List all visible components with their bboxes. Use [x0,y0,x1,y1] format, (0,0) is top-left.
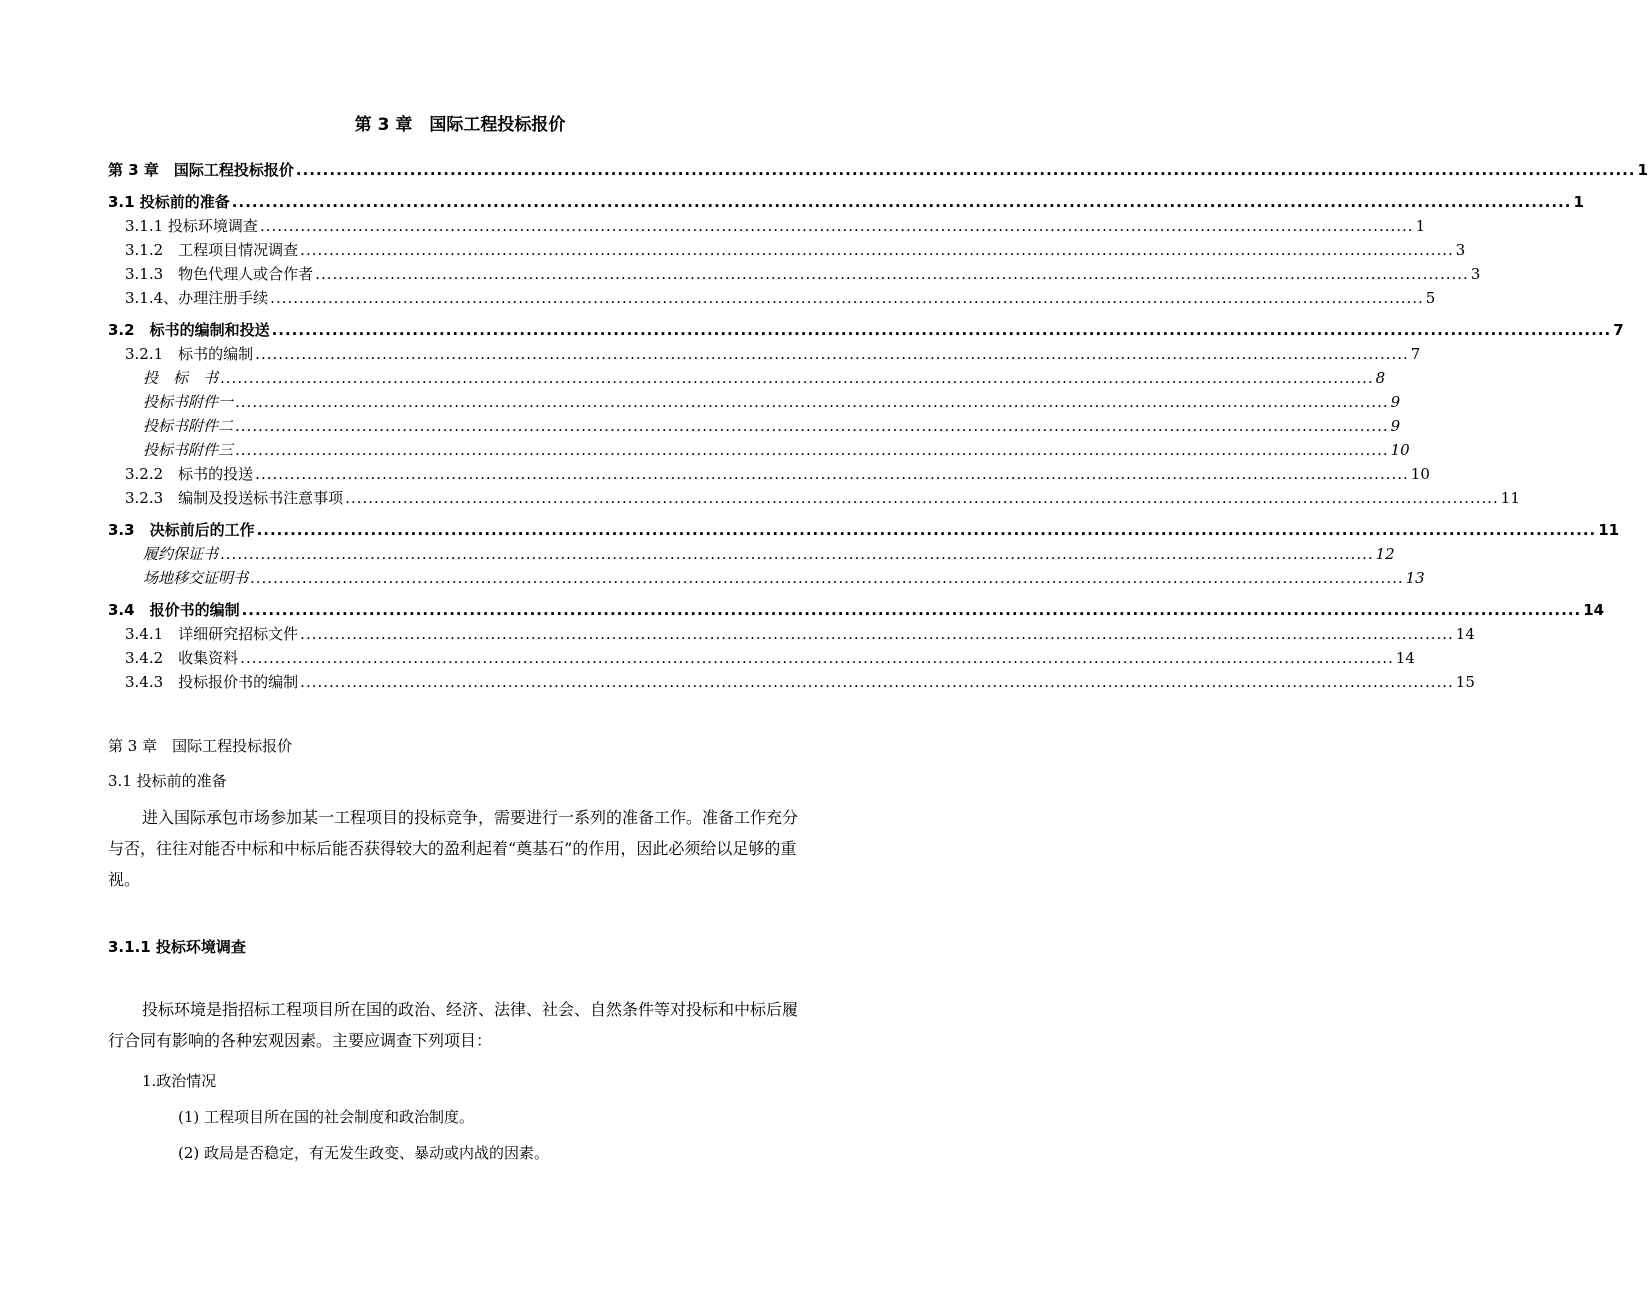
toc-entry-label: 3.4.1 详细研究招标文件 [125,625,299,643]
toc-entry-page: 8 [1375,369,1386,387]
toc-entry-label: 3.2 标书的编制和投送 [108,321,270,339]
toc-entry-page: 15 [1455,673,1475,691]
toc-entry-label: 3.3 决标前后的工作 [108,521,255,539]
toc-entry[interactable] [108,596,1605,620]
toc-leader-dots: ........................................................................................................................................................................................................ [259,217,1414,235]
toc-leader-dots: ........................................................................................................................................................................................................ [220,545,1374,563]
toc-entry[interactable] [108,316,1624,340]
toc-entry[interactable] [108,340,1421,364]
toc-leader-dots: ........................................................................................................................................................................................................ [255,345,1409,363]
toc-leader-dots: ........................................................................................................................................................................................................ [295,161,1636,179]
toc-entry-page: 11 [1598,521,1620,539]
toc-leader-dots: ........................................................................................................................................................................................................ [235,417,1389,435]
page-title: 第 3 章 国际工程投标报价 [354,115,566,135]
toc-leader-dots: ........................................................................................................................................................................................................ [231,193,1572,211]
toc-entry-page: 1 [1637,161,1648,179]
toc-entry-label: 3.1.1 投标环境调查 [125,217,258,235]
toc-entry-page: 13 [1405,569,1425,587]
toc-entry-page: 14 [1455,625,1475,643]
toc-entry-page: 14 [1583,601,1605,619]
toc-entry-page: 12 [1375,545,1395,563]
toc-entry-page: 9 [1390,393,1401,411]
toc-entry-label: 投标书附件二 [143,417,234,435]
toc-entry-label: 投标书附件三 [143,441,234,459]
toc-entry[interactable] [108,260,1481,284]
toc-entry[interactable] [108,564,1425,588]
toc-entry-page: 7 [1613,321,1624,339]
toc-entry-page: 5 [1425,289,1436,307]
toc-leader-dots: ........................................................................................................................................................................................................ [300,241,1454,259]
toc-entry[interactable] [108,516,1620,540]
toc-entry-label: 第 3 章 国际工程投标报价 [108,161,294,179]
toc-entry[interactable] [108,620,1475,644]
toc-entry-page: 10 [1390,441,1410,459]
toc-entry-label: 3.1 投标前的准备 [108,193,230,211]
toc-entry[interactable] [108,412,1401,436]
toc-entry[interactable] [108,188,1584,212]
toc-entry-label: 3.2.3 编制及投送标书注意事项 [125,489,344,507]
item-heading: 1.政治情况 [142,1072,217,1090]
table-of-contents [108,156,1648,692]
toc-entry-label: 3.2.2 标书的投送 [125,465,254,483]
toc-leader-dots: ........................................................................................................................................................................................................ [241,601,1582,619]
toc-leader-dots: ........................................................................................................................................................................................................ [270,289,1424,307]
toc-entry[interactable] [108,540,1395,564]
section-heading: 3.1 投标前的准备 [108,772,227,790]
toc-entry-label: 3.1.3 物色代理人或合作者 [125,265,314,283]
toc-leader-dots: ........................................................................................................................................................................................................ [255,465,1409,483]
toc-leader-dots: ........................................................................................................................................................................................................ [235,393,1389,411]
toc-entry-label: 履约保证书 [143,545,219,563]
toc-entry-page: 14 [1395,649,1415,667]
toc-entry-label: 3.1.4、办理注册手续 [125,289,269,307]
toc-leader-dots: ........................................................................................................................................................................................................ [271,321,1612,339]
list-item: (1) 工程项目所在国的社会制度和政治制度。 [178,1108,475,1126]
toc-entry-label: 3.4.3 投标报价书的编制 [125,673,299,691]
toc-entry-page: 1 [1415,217,1426,235]
toc-entry-label: 投 标 书 [143,369,219,387]
toc-entry[interactable] [108,460,1430,484]
toc-entry-label: 场地移交证明书 [143,569,249,587]
paragraph-environment: 投标环境是指招标工程项目所在国的政治、经济、法律、社会、自然条件等对投标和中标后履行合同有影响的各种宏观因素。主要应调查下列项目： [108,1000,799,1050]
toc-entry-page: 9 [1390,417,1401,435]
toc-entry[interactable] [108,284,1436,308]
toc-entry-page: 10 [1410,465,1430,483]
toc-entry-label: 3.1.2 工程项目情况调查 [125,241,299,259]
toc-entry-page: 7 [1410,345,1421,363]
toc-entry[interactable] [108,236,1466,260]
toc-entry-label: 3.4 报价书的编制 [108,601,240,619]
toc-entry[interactable] [108,668,1475,692]
toc-leader-dots: ........................................................................................................................................................................................................ [250,569,1404,587]
toc-entry[interactable] [108,364,1386,388]
subsection-heading: 3.1.1 投标环境调查 [108,938,246,956]
toc-entry[interactable] [108,644,1415,668]
list-item: (2) 政局是否稳定，有无发生政变、暴动或内战的因素。 [178,1144,550,1162]
toc-entry-label: 3.2.1 标书的编制 [125,345,254,363]
toc-entry[interactable] [108,436,1410,460]
toc-entry-page: 3 [1455,241,1466,259]
toc-entry-label: 3.4.2 收集资料 [125,649,239,667]
toc-leader-dots: ........................................................................................................................................................................................................ [235,441,1389,459]
toc-leader-dots: ........................................................................................................................................................................................................ [315,265,1469,283]
toc-leader-dots: ........................................................................................................................................................................................................ [345,489,1499,507]
toc-leader-dots: ........................................................................................................................................................................................................ [240,649,1394,667]
toc-leader-dots: ........................................................................................................................................................................................................ [300,673,1454,691]
toc-entry[interactable] [108,484,1520,508]
paragraph-intro: 进入国际承包市场参加某一工程项目的投标竞争，需要进行一系列的准备工作。准备工作充分与否，往往对能否中标和中标后能否获得较大的盈利起着“奠基石”的作用，因此必须给以足够的重视。 [108,808,799,889]
toc-entry[interactable] [108,156,1648,180]
toc-entry[interactable] [108,388,1401,412]
toc-entry-label: 投标书附件一 [143,393,234,411]
toc-leader-dots: ........................................................................................................................................................................................................ [220,369,1374,387]
toc-entry-page: 11 [1500,489,1520,507]
toc-leader-dots: ........................................................................................................................................................................................................ [256,521,1597,539]
toc-entry[interactable] [108,212,1426,236]
chapter-heading: 第 3 章 国际工程投标报价 [108,737,293,755]
toc-entry-page: 1 [1573,193,1584,211]
toc-leader-dots: ........................................................................................................................................................................................................ [300,625,1454,643]
toc-entry-page: 3 [1470,265,1481,283]
